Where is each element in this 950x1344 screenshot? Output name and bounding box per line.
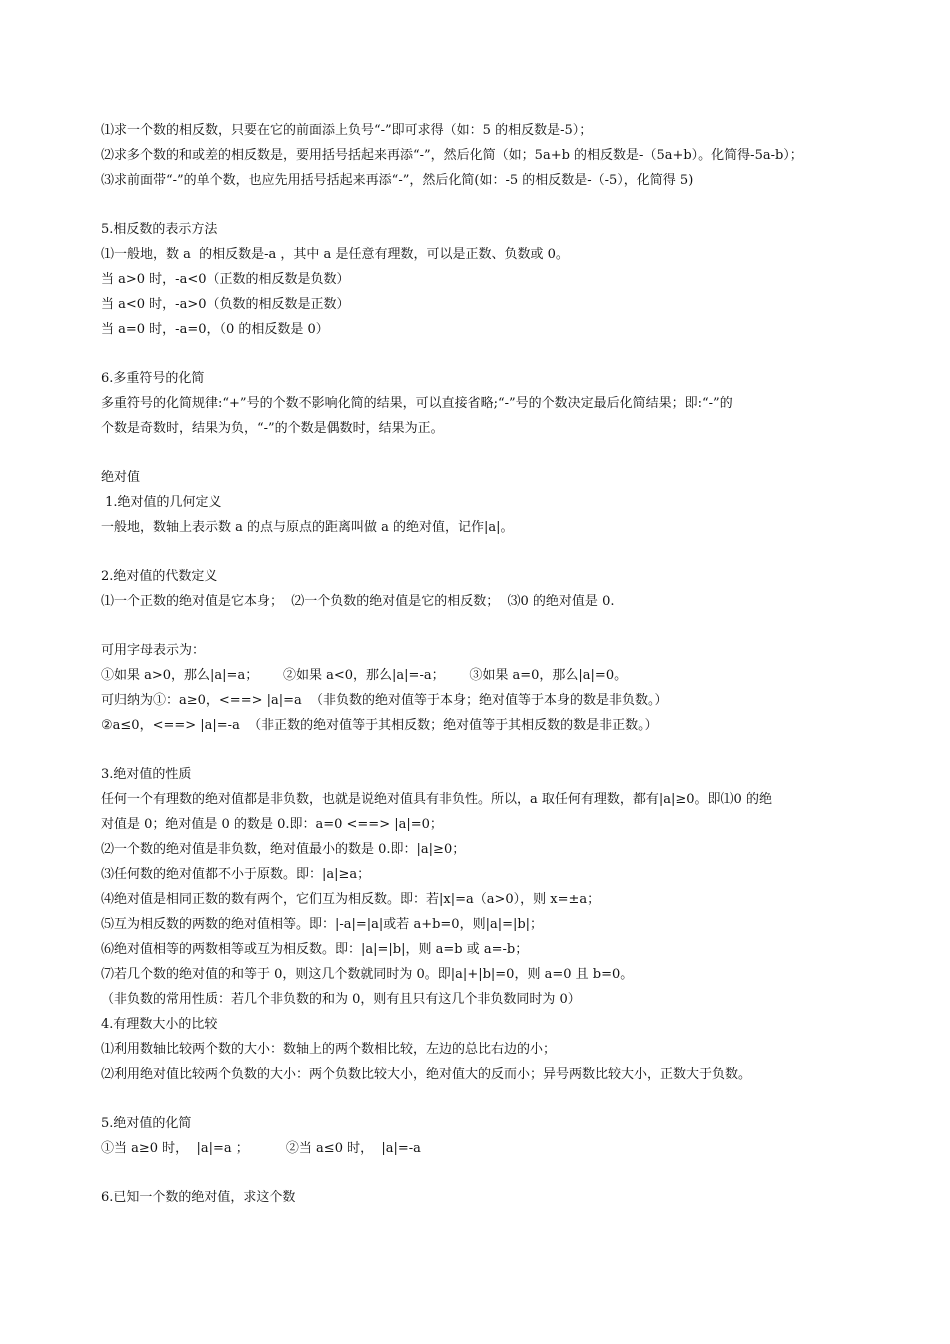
text-line: ⑵一个数的绝对值是非负数，绝对值最小的数是 0.即：|a|≥0； [101, 842, 466, 857]
text-line: 多重符号的化简规律:“+”号的个数不影响化简的结果，可以直接省略;“-”号的个数决定最后化简结果；即:“-”的 [101, 396, 733, 411]
text-line: 一般地，数轴上表示数 a 的点与原点的距离叫做 a 的绝对值，记作|a|。 [101, 520, 514, 535]
blank-line [101, 614, 870, 638]
text-line: ①当 a≥0 时， |a|=a ； ②当 a≤0 时， |a|=-a [101, 1141, 421, 1156]
text-line: 对值是 0；绝对值是 0 的数是 0.即：a=0 <==> |a|=0； [101, 817, 443, 832]
text-line: ⑴一个正数的绝对值是它本身； ⑵一个负数的绝对值是它的相反数； ⑶0 的绝对值是 0. [101, 594, 615, 609]
text-line: 5.绝对值的化简 [101, 1116, 192, 1131]
text-line: ①如果 a>0，那么|a|=a； ②如果 a<0，那么|a|=-a； ③如果 a=0，那么|a|=0。 [101, 668, 628, 683]
text-line: 2.绝对值的代数定义 [101, 569, 218, 584]
text-line: 任何一个有理数的绝对值都是非负数，也就是说绝对值具有非负性。所以，a 取任何有理数，都有|a|≥0。即⑴0 的绝 [101, 792, 772, 807]
blank-line [101, 1087, 870, 1111]
text-line: 6.已知一个数的绝对值，求这个数 [101, 1190, 296, 1205]
text-line: ②a≤0，<==> |a|=-a （非正数的绝对值等于其相反数；绝对值等于其相反数的数是非正数。） [101, 718, 658, 733]
blank-line [101, 738, 870, 762]
blank-line [101, 1161, 870, 1185]
blank-line [101, 441, 870, 465]
text-line: ⑴一般地，数 a 的相反数是-a ，其中 a 是任意有理数，可以是正数、负数或 0。 [101, 247, 569, 262]
text-line: 3.绝对值的性质 [101, 767, 192, 782]
text-line: ⑴利用数轴比较两个数的大小：数轴上的两个数相比较，左边的总比右边的小； [101, 1042, 557, 1057]
text-line: 当 a=0 时，-a=0，（0 的相反数是 0） [101, 322, 329, 337]
text-line: （非负数的常用性质：若几个非负数的和为 0，则有且只有这几个非负数同时为 0） [101, 992, 581, 1007]
text-line: ⑴求一个数的相反数，只要在它的前面添上负号“-”即可求得（如：5 的相反数是-5）； [101, 123, 593, 138]
text-line: ⑸互为相反数的两数的绝对值相等。即：|-a|=|a|或若 a+b=0，则|a|=|b|； [101, 917, 544, 932]
text-line: ⑶任何数的绝对值都不小于原数。即：|a|≥a； [101, 867, 371, 882]
text-line: ⑺若几个数的绝对值的和等于 0，则这几个数就同时为 0。即|a|+|b|=0，则 a=0 且 b=0。 [101, 967, 634, 982]
text-line: ⑹绝对值相等的两数相等或互为相反数。即：|a|=|b|，则 a=b 或 a=-b； [101, 942, 529, 957]
text-line: 当 a>0 时，-a<0（正数的相反数是负数） [101, 272, 350, 287]
document-body [101, 118, 870, 1210]
blank-line [101, 342, 870, 366]
blank-line [101, 540, 870, 564]
text-line: 4.有理数大小的比较 [101, 1017, 218, 1032]
text-line: ⑶求前面带“-”的单个数，也应先用括号括起来再添“-”，然后化简(如：-5 的相反数是-（-5），化简得 5) [101, 173, 694, 188]
text-line: 当 a<0 时，-a>0（负数的相反数是正数） [101, 297, 350, 312]
text-line: 1.绝对值的几何定义 [101, 495, 222, 510]
blank-line [101, 193, 870, 217]
text-line: ⑵求多个数的和或差的相反数是，要用括号括起来再添“-”，然后化简（如；5a+b 的相反数是-（5a+b）。化简得-5a-b）； [101, 148, 803, 163]
text-line: 可用字母表示为： [101, 643, 206, 658]
text-line: 个数是奇数时，结果为负，“-”的个数是偶数时，结果为正。 [101, 421, 444, 436]
text-line: 绝对值 [101, 470, 141, 485]
text-line: 可归纳为①：a≥0，<==> |a|=a （非负数的绝对值等于本身；绝对值等于本身的数是非负数。） [101, 693, 668, 708]
text-line: 5.相反数的表示方法 [101, 222, 218, 237]
text-line: ⑷绝对值是相同正数的数有两个，它们互为相反数。即：若|x|=a（a>0），则 x=±a； [101, 892, 601, 907]
text-line: 6.多重符号的化简 [101, 371, 205, 386]
text-line: ⑵利用绝对值比较两个负数的大小：两个负数比较大小，绝对值大的反而小；异号两数比较大小，正数大于负数。 [101, 1067, 752, 1082]
